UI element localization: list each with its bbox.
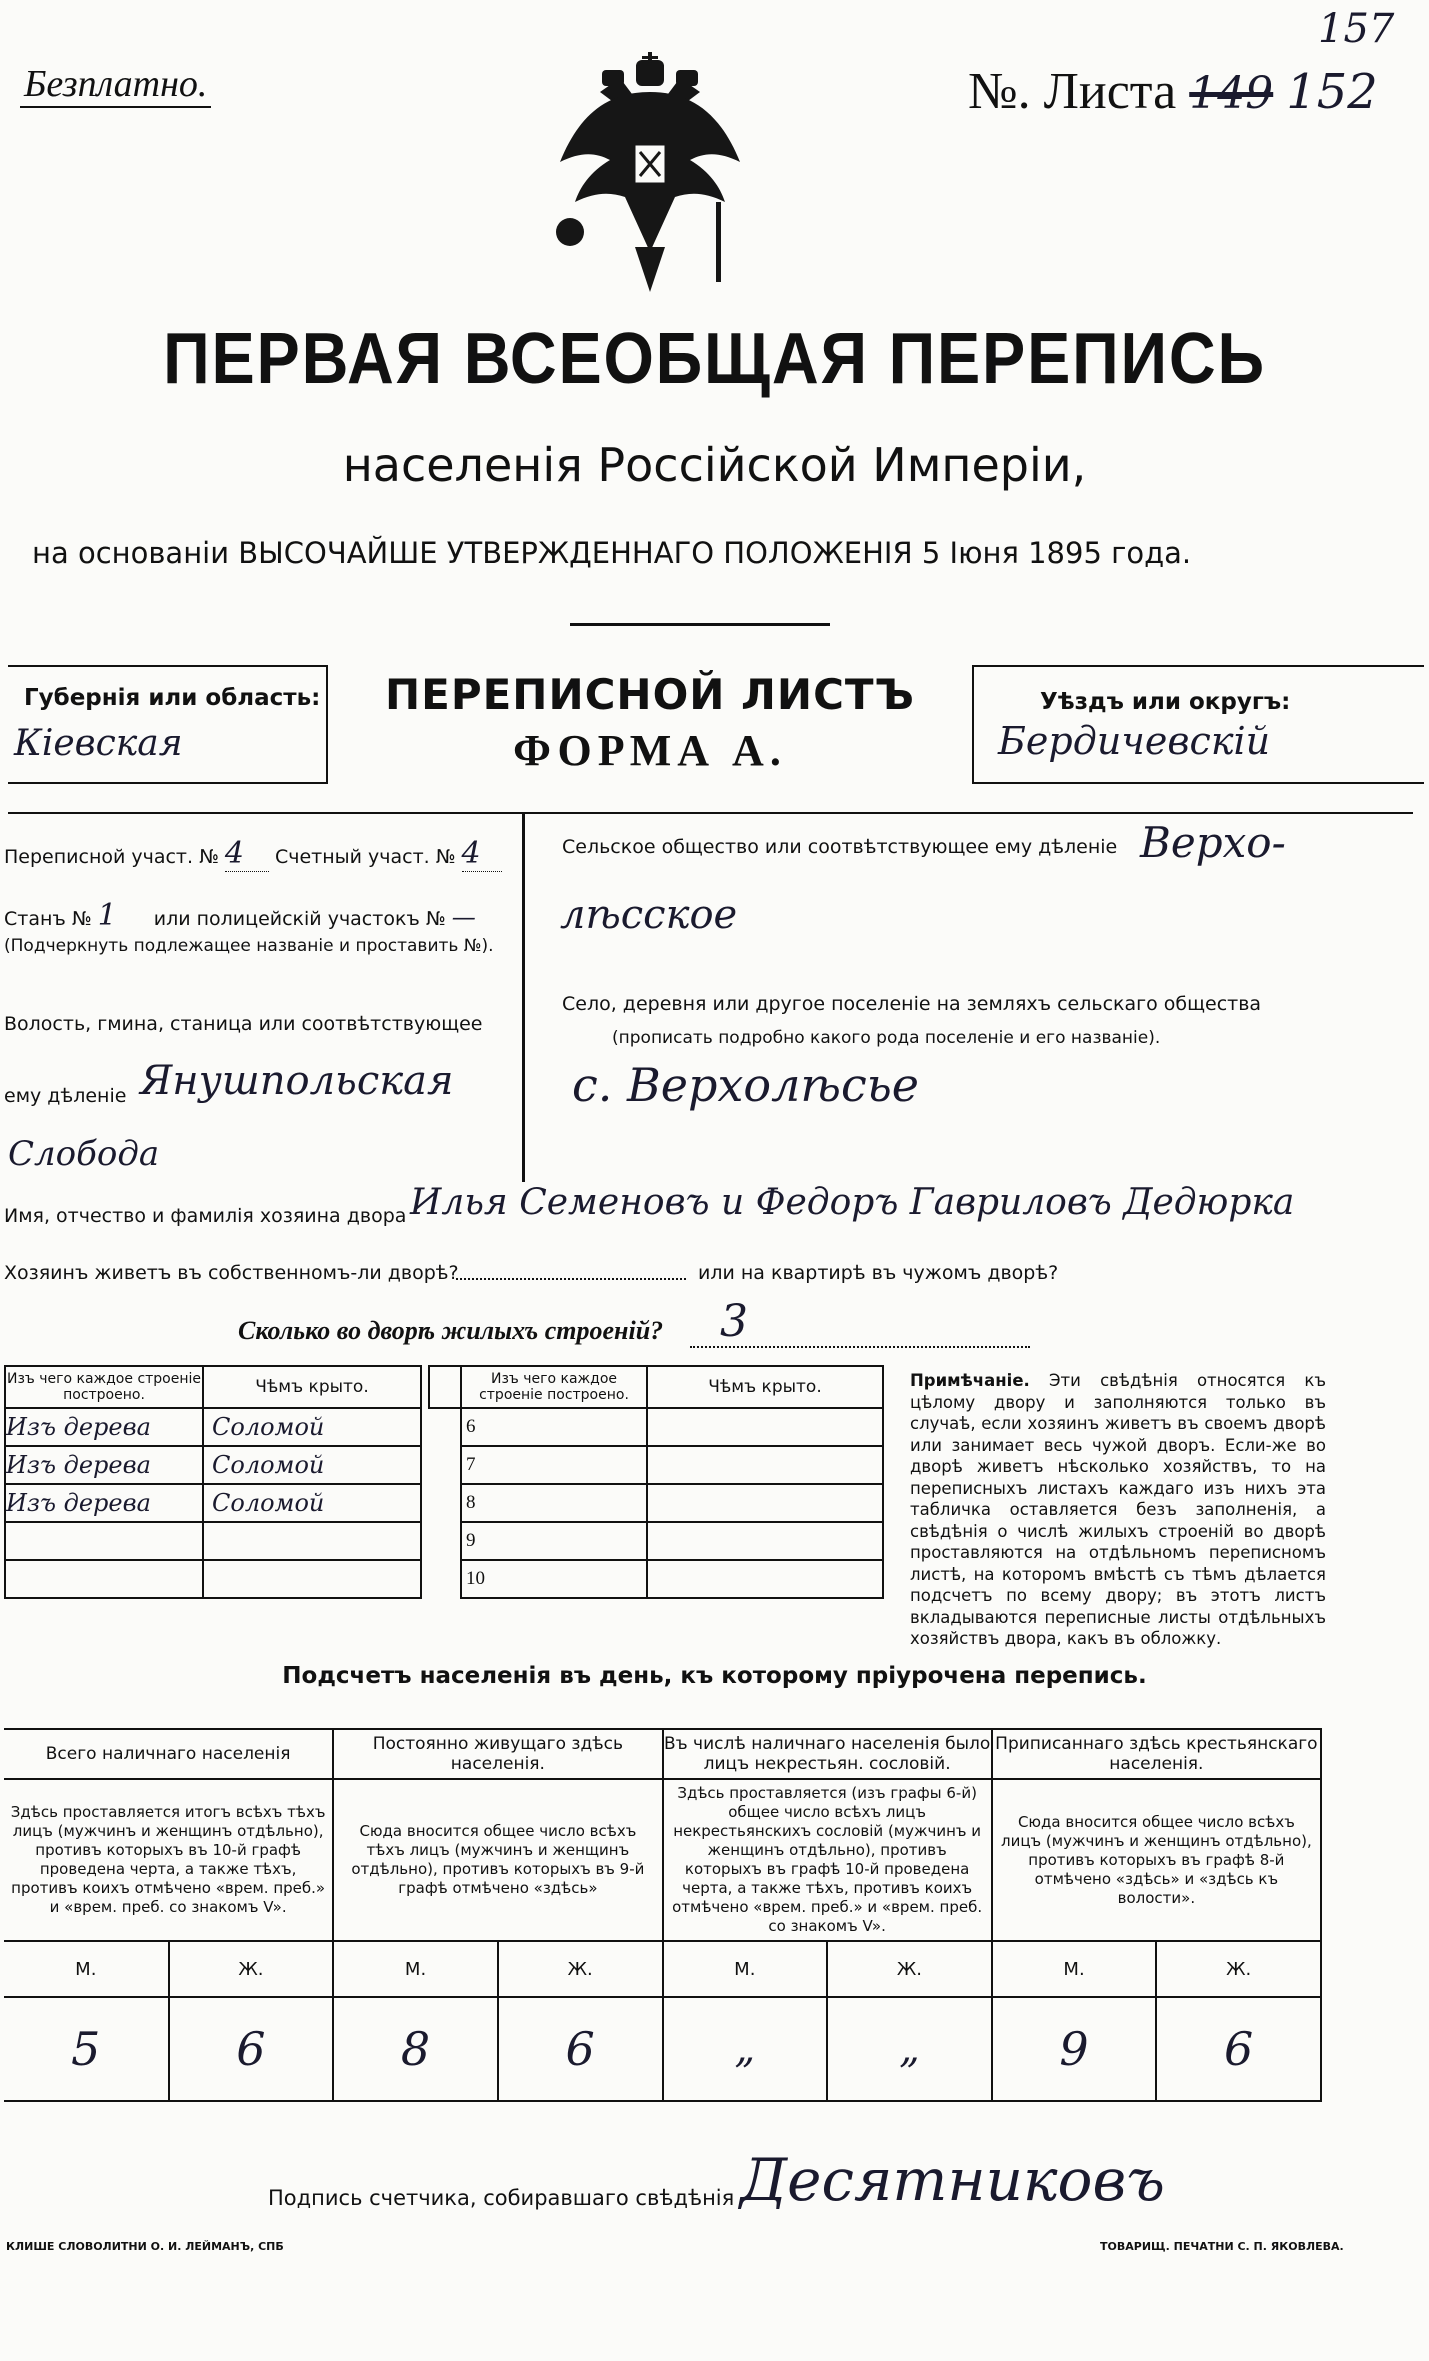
count-table	[4, 1728, 1322, 2102]
stan-label: Станъ №	[4, 908, 92, 930]
row-number: 8	[461, 1484, 647, 1522]
imperial-eagle-emblem	[540, 52, 760, 292]
building-roof	[203, 1560, 421, 1598]
building-row	[429, 1484, 883, 1522]
free-label: Безплатно.	[20, 62, 211, 108]
count-value-female: „	[827, 1997, 992, 2101]
female-label: Ж.	[498, 1941, 663, 1997]
gubernia-value: Кіевская	[14, 723, 183, 764]
col-built-header: Изъ чего каждое строеніе построено.	[5, 1366, 203, 1408]
sheet-number	[968, 62, 1378, 121]
count-col-header: Приписаннаго здѣсь крестьянскаго населенія.	[992, 1729, 1321, 1779]
count-section-value: 4	[462, 836, 502, 872]
form-label: ФОРМА А.	[513, 726, 787, 775]
society-value-1: Верхо-	[1140, 818, 1286, 867]
village-note: (прописать подробно какого рода поселеніе и его названіе).	[612, 1028, 1161, 1048]
building-row	[5, 1484, 421, 1522]
village-value: с. Верхолѣсье	[572, 1058, 920, 1112]
signature-value: Десятниковъ	[740, 2146, 1165, 2214]
row-number: 7	[461, 1446, 647, 1484]
building-row	[5, 1522, 421, 1560]
note-text: Эти свѣдѣнія относятся къ цѣлому двору и заполняются только въ случаѣ, если хозяинъ живетъ въ своемъ дворѣ или занимает весь чужой дворъ. Если-же во дворѣ живетъ нѣсколько хозяйствъ, то на переписныхъ листахъ каждаго изъ нихъ эта табличка оставляется безъ заполненія, а свѣдѣнія о числѣ жилыхъ строеній во дворѣ проставляются на отдѣльномъ переписномъ листѣ, на которомъ вмѣстѣ съ тѣмъ дѣлается подсчетъ по всему двору; въ этотъ листъ вкладываются переписные листы отдѣльныхъ хозяйствъ двора, какъ въ обложку.	[910, 1371, 1326, 1648]
society-value-2: лѣсское	[560, 892, 738, 938]
underline-note: (Подчеркнуть подлежащее названіе и проставить №).	[4, 936, 494, 956]
building-row	[5, 1446, 421, 1484]
own-yard-label: Хозяинъ живетъ въ собственномъ-ли дворѣ?	[4, 1262, 459, 1284]
uezd-value: Бердичевскій	[998, 719, 1271, 763]
count-col-desc: Здѣсь проставляется итогъ всѣхъ тѣхъ лицъ (мужчинъ и женщинъ отдѣльно), противъ которыхъ въ 10-й графѣ проведена черта, а также тѣхъ, противъ коихъ отмѣчено «врем. преб.» и «врем. преб. со знакомъ V».	[4, 1779, 333, 1941]
building-row	[429, 1408, 883, 1446]
gubernia-box	[8, 665, 328, 784]
building-built: Изъ дерева	[5, 1446, 203, 1484]
male-label: М.	[992, 1941, 1157, 1997]
row-number: 10	[461, 1560, 647, 1598]
count-col-header: Въ числѣ наличнаго населенія было лицъ некрестьян. сословій.	[663, 1729, 992, 1779]
building-roof: Соломой	[203, 1446, 421, 1484]
count-section-label: Счетный участ. №	[274, 846, 456, 868]
count-col-desc: Здѣсь проставляется (изъ графы 6-й) общее число всѣхъ лицъ некрестьянскихъ сословій (мужчинъ и женщинъ отдѣльно), противъ которыхъ въ графѣ 10-й проведена черта, а также тѣхъ, противъ коихъ отмѣчено «врем. преб.» и «врем. преб. со знакомъ V».	[663, 1779, 992, 1941]
col-built-header: Изъ чего каждое строеніе построено.	[461, 1366, 647, 1408]
volost-label-1: Волость, гмина, станица или соотвѣтствующее	[4, 1013, 483, 1035]
note-lead: Примѣчаніе.	[910, 1371, 1030, 1390]
gubernia-label: Губернія или область:	[24, 685, 321, 711]
census-section-label: Переписной участ. №	[4, 846, 219, 868]
uezd-box	[972, 665, 1424, 784]
building-built	[5, 1560, 203, 1598]
building-row	[429, 1522, 883, 1560]
volost-label-2: ему дѣленіе	[4, 1085, 127, 1107]
subtitle: населенія Россійской Имперіи,	[342, 438, 1087, 492]
col-roof-header: Чѣмъ крыто.	[647, 1366, 883, 1408]
building-row	[5, 1560, 421, 1598]
building-roof: Соломой	[203, 1408, 421, 1446]
no-header	[429, 1366, 461, 1408]
buildings-table-left	[4, 1365, 422, 1599]
count-value-male: „	[663, 1997, 828, 2101]
owner-name-value: Илья Семеновъ и Федоръ Гавриловъ Дедюрка	[410, 1182, 1295, 1223]
building-roof	[203, 1522, 421, 1560]
volost-value-1: Янушпольская	[140, 1058, 454, 1104]
female-label: Ж.	[827, 1941, 992, 1997]
society-label: Сельское общество или соотвѣтствующее ему дѣленіе	[562, 836, 1118, 858]
sheet-title: ПЕРЕПИСНОЙ ЛИСТЪ	[384, 670, 916, 719]
col-roof-header: Чѣмъ крыто.	[203, 1366, 421, 1408]
village-label: Село, деревня или другое поселеніе на земляхъ сельскаго общества	[562, 993, 1262, 1015]
male-label: М.	[333, 1941, 498, 1997]
building-roof: Соломой	[203, 1484, 421, 1522]
owner-name-label: Имя, отчество и фамилія хозяина двора	[4, 1205, 407, 1227]
main-title: ПЕРВАЯ ВСЕОБЩАЯ ПЕРЕПИСЬ	[163, 319, 1266, 399]
count-value-male: 9	[992, 1997, 1157, 2101]
uezd-label: Уѣздъ или округъ:	[1040, 689, 1291, 715]
sheet-number-label: №. Листа	[968, 63, 1177, 120]
printer-right: ТОВАРИЩ. ПЕЧАТНИ С. П. ЯКОВЛЕВА.	[1100, 2240, 1344, 2253]
male-label: М.	[4, 1941, 169, 1997]
census-section-value: 4	[225, 836, 269, 872]
count-col-header: Всего наличнаго населенія	[4, 1729, 333, 1779]
count-value-male: 8	[333, 1997, 498, 2101]
stan-line	[4, 898, 476, 933]
corner-note: 157	[1318, 6, 1395, 52]
row-number: 6	[461, 1408, 647, 1446]
count-col-desc: Сюда вносится общее число всѣхъ лицъ (мужчинъ и женщинъ отдѣльно), противъ которыхъ въ графѣ 8-й отмѣчено «здѣсь» и «здѣсь къ волости».	[992, 1779, 1321, 1941]
count-value-male: 5	[4, 1997, 169, 2101]
building-built: Изъ дерева	[5, 1484, 203, 1522]
count-value-female: 6	[169, 1997, 334, 2101]
rented-label: или на квартирѣ въ чужомъ дворѣ?	[698, 1262, 1059, 1284]
volost-value-2: Слобода	[8, 1134, 160, 1174]
buildings-table-right	[428, 1365, 884, 1599]
female-label: Ж.	[1156, 1941, 1321, 1997]
frame-line	[522, 812, 525, 1182]
building-row	[5, 1408, 421, 1446]
frame-line	[8, 812, 1413, 814]
count-value-female: 6	[498, 1997, 663, 2101]
female-label: Ж.	[169, 1941, 334, 1997]
divider	[570, 623, 830, 626]
police-value: —	[451, 903, 476, 931]
count-col-desc: Сюда вносится общее число всѣхъ тѣхъ лицъ (мужчинъ и женщинъ отдѣльно), противъ которыхъ въ 9-й графѣ отмѣчено «здѣсь»	[333, 1779, 662, 1941]
buildings-label: Сколько во дворѣ жилыхъ строеній?	[238, 1316, 664, 1345]
building-built: Изъ дерева	[5, 1408, 203, 1446]
row-number: 9	[461, 1522, 647, 1560]
census-section	[4, 836, 502, 872]
signature-label: Подпись счетчика, собиравшаго свѣдѣнія	[268, 2186, 735, 2210]
dotted-leader	[456, 1278, 686, 1280]
police-label: или полицейскій участокъ №	[153, 908, 446, 930]
count-col-header: Постоянно живущаго здѣсь населенія.	[333, 1729, 662, 1779]
building-row	[429, 1446, 883, 1484]
stan-value: 1	[97, 898, 117, 933]
building-built	[5, 1522, 203, 1560]
count-value-female: 6	[1156, 1997, 1321, 2101]
note-block	[910, 1370, 1326, 1650]
basis-line: на основаніи ВЫСОЧАЙШЕ УТВЕРЖДЕННАГО ПОЛОЖЕНІЯ 5 Іюня 1895 года.	[32, 536, 1192, 570]
sheet-number-value: 152	[1286, 64, 1378, 120]
dotted-leader	[690, 1346, 1030, 1348]
male-label: М.	[663, 1941, 828, 1997]
count-title: Подсчетъ населенія въ день, къ которому пріурочена перепись.	[282, 1663, 1147, 1689]
buildings-value: 3	[720, 1296, 748, 1347]
building-row	[429, 1560, 883, 1598]
printer-left: КЛИШЕ СЛОВОЛИТНИ О. И. ЛЕЙМАНЪ, СПБ	[6, 2240, 284, 2253]
sheet-number-struck: 149	[1189, 68, 1274, 119]
